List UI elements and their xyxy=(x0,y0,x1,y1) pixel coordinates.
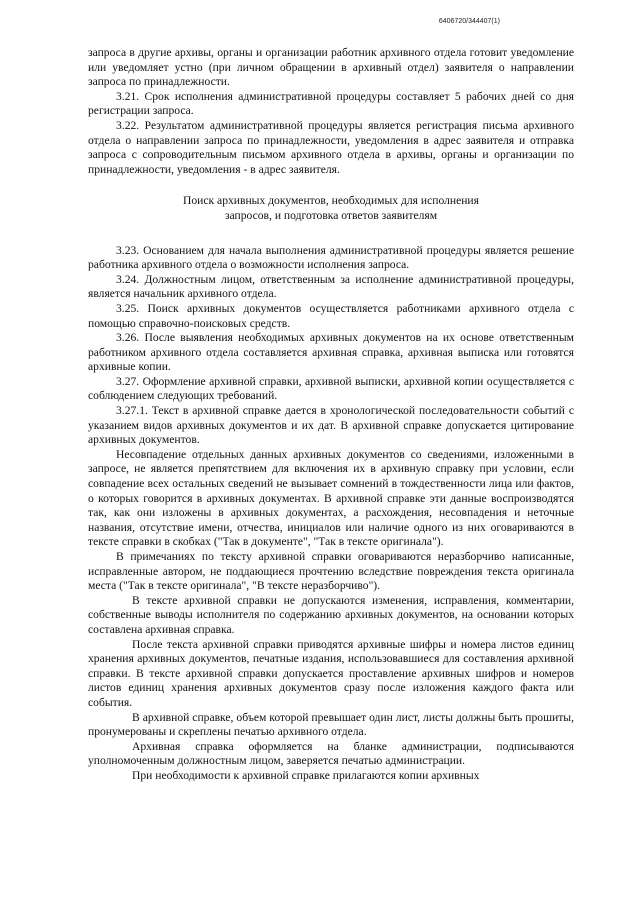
section-heading xyxy=(88,194,574,223)
document-id: 6406720/344407(1) xyxy=(438,18,500,25)
paragraph-3-26: 3.26. После выявления необходимых архивных документов на их основе ответственным работником архивного отдела составляется архивная справка, архивная выписка или готовятся архивные копии. xyxy=(88,331,574,374)
paragraph-3-25: 3.25. Поиск архивных документов осуществляется работниками архивного отдела с помощью справочно-поисковых средств. xyxy=(88,301,574,330)
paragraph-continuation: запроса в другие архивы, органы и организации работник архивного отдела готовит уведомление или уведомляет устно (при личном обращении в архивный отдел) заявителя о направлении запроса по принадлежности. xyxy=(88,46,574,89)
paragraph-notes: В примечаниях по тексту архивной справки оговариваются неразборчиво написанные, исправленные автором, не поддающиеся прочтению вследствие повреждения текста оригинала места ("Так в тексте оригинала", "В тексте неразборчиво"). xyxy=(88,550,574,593)
paragraph-3-22: 3.22. Результатом административной процедуры является регистрация письма архивного отдела о направлении запроса по принадлежности, уведомления в адрес заявителя и отправка запроса с сопроводительным письмом архивного отдела в архивы, органы и организации по принадлежности, уведомления - в адрес заявителя. xyxy=(88,118,574,176)
paragraph-3-23: 3.23. Основанием для начала выполнения административной процедуры является решение работника архивного отдела о возможности исполнения запроса. xyxy=(88,243,574,272)
paragraph-letterhead: Архивная справка оформляется на бланке администрации, подписываются уполномоченным должностным лицом, заверяется печатью администрации. xyxy=(88,739,574,768)
paragraph-no-changes: В тексте архивной справки не допускаются изменения, исправления, комментарии, собственные выводы исполнителя по содержанию архивных документов, на основании которых составлена архивная справка. xyxy=(88,593,574,636)
paragraph-archive-codes: После текста архивной справки приводятся архивные шифры и номера листов единиц хранения архивных документов, печатные издания, использовавшиеся для составления архивной справки. В тексте архивной справки допускается проставление архивных шифров и номеров листов единиц хранения архивных документов сразу после изложения каждого факта или события. xyxy=(88,637,574,709)
paragraph-3-27-1: 3.27.1. Текст в архивной справке дается в хронологической последовательности событий с указанием видов архивных документов и их дат. В архивной справке допускается цитирование архивных документов. xyxy=(88,404,574,447)
paragraph-multi-sheet: В архивной справке, объем которой превышает один лист, листы должны быть прошиты, пронумерованы и скреплены печатью архивного отдела. xyxy=(88,710,574,739)
paragraph-discrepancy: Несовпадение отдельных данных архивных документов со сведениями, изложенными в запросе, не является препятствием для включения их в архивную справку при условии, если совпадение всех остальных сведений не вызывает сомнений в тождественности лица или фактов, о которых говорится в архивных документах. В архивной справке эти данные воспроизводятся так, как они изложены в архивных документах, а расхождения, несовпадения и неточные названия, отсутствие имени, отчества, инициалов или наличие одного из них оговариваются в тексте справки в скобках ("Так в документе", "Так в тексте оригинала"). xyxy=(88,447,574,549)
paragraph-3-24: 3.24. Должностным лицом, ответственным за исполнение административной процедуры, является начальник архивного отдела. xyxy=(88,272,574,301)
document-body xyxy=(88,46,574,784)
paragraph-3-21: 3.21. Срок исполнения административной процедуры составляет 5 рабочих дней со дня регистрации запроса. xyxy=(88,89,574,118)
paragraph-3-27: 3.27. Оформление архивной справки, архивной выписки, архивной копии осуществляется с соблюдением следующих требований. xyxy=(88,374,574,403)
paragraph-copies: При необходимости к архивной справке прилагаются копии архивных xyxy=(132,768,480,782)
section-heading-line-2: запросов, и подготовка ответов заявителям xyxy=(224,208,438,222)
section-heading-line-1: Поиск архивных документов, необходимых для исполнения xyxy=(183,194,479,208)
